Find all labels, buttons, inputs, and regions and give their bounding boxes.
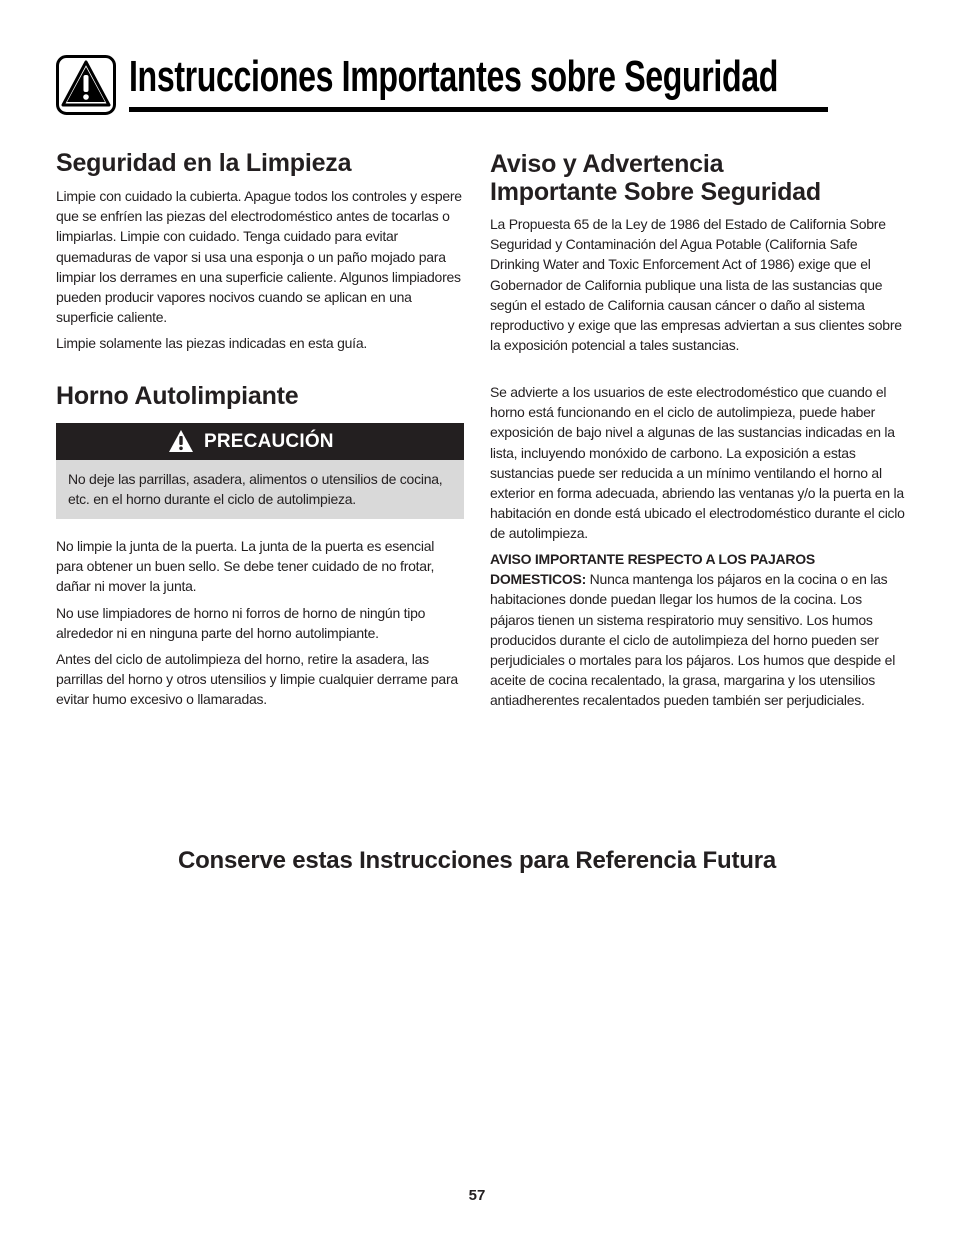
cleaning-safety-paragraph-2: Limpie solamente las piezas indicadas en esta guía.: [56, 335, 367, 351]
pet-birds-text: Nunca mantenga los pájaros en la cocina o en las habitaciones donde puedan llegar los humos de la cocina. Los pájaros tienen un sistema respiratorio muy sensitivo. Los humos producidos durante el ciclo de autolimpieza del horno pueden ser perjudiciales o mortales para los pájaros. Los humos que despide el aceite de cocina recalentado, la grasa, margarina y los utensilios antiadherentes recalentados pueden también ser perjudiciales.: [490, 571, 896, 709]
exposure-warning-paragraph: Se advierte a los usuarios de este electrodoméstico que cuando el horno está funcionando en el ciclo de autolimpieza, puede haber exposición de bajo nivel a algunas de las sustancias indicadas en la lista, incluyendo monóxido de carbono. La exposición a estas sustancias puede ser reducida a un mínimo ventilando el horno al exterior en forma adecuada, abriendo las ventanas y/o la puerta en la habitación en donde está ubicado el electrodoméstico durante el ciclo de autolimpieza.: [490, 384, 905, 542]
caution-icon: [168, 429, 194, 453]
page-header: [56, 52, 828, 115]
caution-text: No deje las parrillas, asadera, alimentos o utensilios de cocina, etc. en el horno durante el ciclo de autolimpieza.: [68, 471, 443, 508]
caution-label: PRECAUCIÓN: [204, 431, 334, 452]
self-clean-oven-heading: Horno Autolimpiante: [56, 382, 299, 410]
pet-birds-paragraph: [490, 549, 908, 711]
title-underline: [129, 107, 828, 112]
page-title: Instrucciones Importantes sobre Seguridad: [129, 52, 779, 101]
important-notice-heading-line-2: Importante Sobre Seguridad: [490, 178, 821, 206]
caution-body: [56, 460, 464, 519]
self-clean-paragraph-3: Antes del ciclo de autolimpieza del horno, retire la asadera, las parrillas del horno y otros utensilios y limpie cualquier derrame para evitar humo excesivo o llamaradas.: [56, 651, 458, 708]
caution-header: [56, 423, 464, 460]
proposition-65-paragraph: La Propuesta 65 de la Ley de 1986 del Estado de California Sobre Seguridad y Contaminación del Agua Potable (California Safe Drinking Water and Toxic Enforcement Act of 1986) exige que el Gobernador de California publique una lista de las sustancias que según el estado de California causan cáncer o daño al sistema reproductivo y exige que las empresas adviertan a sus clientes sobre la exposición potencial a tales sustancias.: [490, 216, 902, 354]
page-number: 57: [468, 1187, 486, 1204]
save-instructions-heading: Conserve estas Instrucciones para Referencia Futura: [177, 847, 777, 874]
cleaning-safety-paragraph-1: Limpie con cuidado la cubierta. Apague todos los controles y espere que se enfríen las piezas del electrodoméstico antes de tocarlas o limpiarlas. Limpie con cuidado. Tenga cuidado para evitar quemaduras de vapor si usa una esponja o un paño mojado para limpiar los derrames en una superficie caliente. Algunos limpiadores pueden producir vapores nocivos cuando se aplican en una superficie caliente.: [56, 188, 462, 326]
warning-icon: [56, 55, 116, 115]
important-notice-heading-line-1: Aviso y Advertencia: [490, 150, 724, 178]
important-notice-heading: [490, 150, 821, 206]
pet-birds-lead: AVISO IMPORTANTE RESPECTO A LOS PAJAROS DOMESTICOS:: [490, 551, 815, 588]
self-clean-paragraph-2: No use limpiadores de horno ni forros de horno de ningún tipo alrededor ni en ninguna parte del horno autolimpiante.: [56, 605, 426, 642]
self-clean-paragraph-1: No limpie la junta de la puerta. La junta de la puerta es esencial para obtener un buen sello. Se debe tener cuidado de no frotar, dañar ni mover la junta.: [56, 538, 435, 595]
caution-box: [56, 423, 464, 519]
cleaning-safety-heading: Seguridad en la Limpieza: [56, 149, 352, 177]
